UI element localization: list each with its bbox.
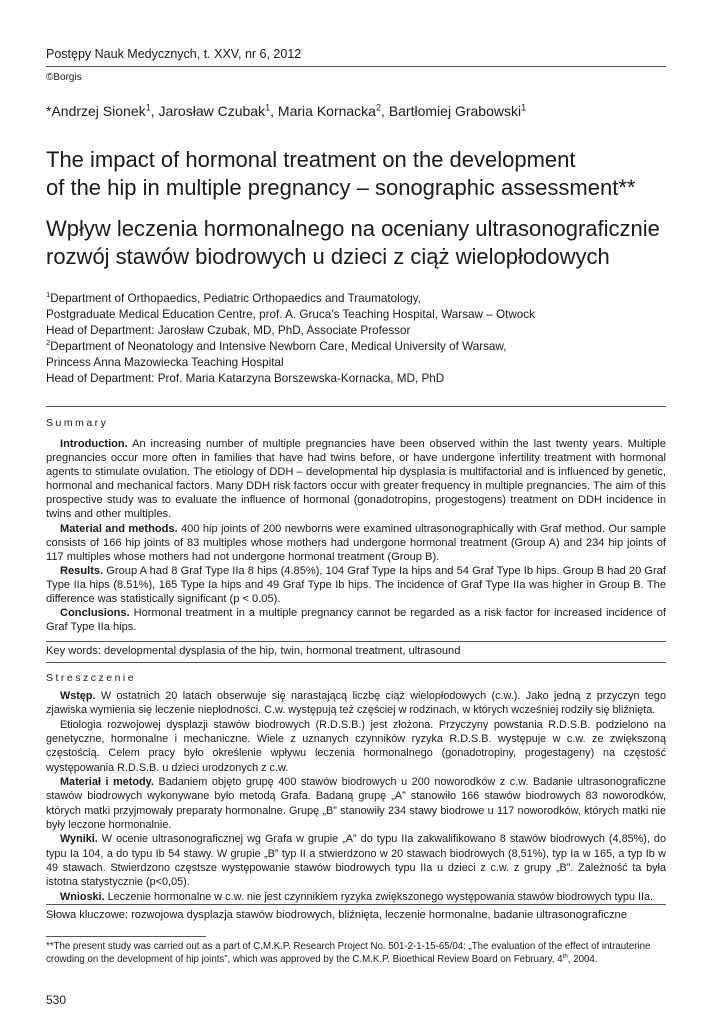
title-line: rozwój stawów biodrowych u dzieci z ciąż wielopłodowych [46,244,610,269]
author-name: Bartłomiej Grabowski [388,103,522,119]
affiliations [46,291,666,387]
keywords-pl-rule [46,904,666,905]
summary-results: Results. Group A had 8 Graf Type IIa 8 hips (4.85%), 104 Graf Type Ia hips and 54 Graf Type Ib hips. Group B had 20 Graf Type IIa hips (8.51%), 165 Type Ia hips and 49 Graf Type Ib hips. The incidence of Graf Type IIa was higher in Group B. The difference was statistically significant (p < 0.05). [46,564,666,606]
summary-introduction: Introduction. An increasing number of multiple pregnancies have been observed within the last twenty years. Multiple pregnancies occur more often in families that have had twins before, or have undergone infertility treatment with hormonal agents to stimulate ovulation. The etiology of DDH – developmental hip dysplasia is multifactorial and is influenced by genetic, hormonal and mechanical factors. Many DDH risk factors occur with greater frequency in multiple pregnancies. The aim of this prospective study was to evaluate the influence of hormonal (gonadotropins, progestogens) treatment on DDH incidence in twins and other multiples. [46,438,666,521]
streszczenie-body [46,689,666,904]
affiliation-1: $^1$Department of Orthopaedics, Pediatric Orthopaedics and Traumatology, [46,290,421,305]
title-polish [46,215,686,271]
affiliation-2-hospital: Princess Anna Mazowiecka Teaching Hospital [46,356,284,369]
keywords-polish: Słowa kluczowe: rozwojowa dysplazja stawów biodrowych, bliźnięta, leczenie hormonalne, badanie ultrasonograficzne [46,909,627,921]
journal-header: Postępy Nauk Medycznych, t. XXV, nr 6, 2012 [46,47,302,61]
streszczenie-etiologia: Etiologia rozwojowej dysplazji stawów biodrowych (R.D.S.B.) jest złożona. Przyczyny powstania R.D.S.B. podzielono na genetyczne, hormonalne i mechaniczne. Wiele z uznanych czynników ryzyka R.D.S.B. występuje w c.w. ze zwiększoną częstością. Celem pracy było określenie wpływu leczenia hormonalnego (gonadotropiny, progestageny) na częstość występowania R.D.S.B. u dzieci urodzonych z c.w. [46,718,666,774]
title-english [46,146,686,202]
title-line: Wpływ leczenia hormonalnego na oceniany ultrasonograficznie [46,216,660,241]
summary-conclusions: Conclusions. Hormonal treatment in a multiple pregnancy cannot be regarded as a risk factor for increased incidence of Graf Type IIa hips. [46,607,666,634]
affiliation-1-head: Head of Department: Jarosław Czubak, MD, PhD, Associate Professor [46,324,411,337]
header-rule [46,66,666,67]
streszczenie-wstep: Wstęp. W ostatnich 20 latach obserwuje się narastającą liczbę ciąż wielopłodowych (c.w.). Jako jedną z przyczyn tego zjawiska wymienia się leczenie niepłodności. C.w. występują też częściej w rodzinach, w których wcześniej rodziły się bliźnięta. [46,690,666,717]
summary-body [46,437,666,634]
summary-heading: Summary [46,417,109,429]
keywords-rule [46,641,666,642]
footnote-rule [46,936,206,937]
summary-methods: Material and methods. 400 hip joints of 200 newborns were examined ultrasonographically with Graf method. Our sample consists of 166 hip joints of 83 multiples whose mothers had undergone hormonal treatment (Group A) and 234 hip joints of 117 multiples whose mothers had not undergone hormonal treatment (Group B). [46,522,667,563]
keywords-rule-bottom [46,662,666,663]
author-affiliation: 1 [145,102,151,113]
summary-rule [46,406,666,407]
keywords-english: Key words: developmental dysplasia of the hip, twin, hormonal treatment, ultrasound [46,645,461,657]
affiliation-2: $^2$Department of Neonatology and Intensive Newborn Care, Medical University of Warsaw, [46,338,507,353]
author-name: *Andrzej Sionek [46,103,146,119]
author-list: *Andrzej Sionek$^1$, Jarosław Czubak$^1$, Maria Kornacka$^2$, Bartłomiej Grabowski$^1$ [46,102,527,119]
author-affiliation: 1 [521,102,527,113]
streszczenie-wyniki: Wyniki. W ocenie ultrasonograficznej wg Grafa w grupie „A” do typu IIa zakwalifikowano 8 stawów biodrowych (4,85%), do typu Ia 104, a do typu Ib 54 stawy. W grupie „B” typ II a stwierdzono w 20 stawach biodrowych (8,51%), typ Ia w 165, a typ Ib w 49 stawach. Stwierdzono częstsze występowanie stawów biodrowych typu IIa u dzieci z c.w. z grupy „B”. Zależność ta była istotna statystycznie (p<0,05). [46,833,666,889]
page-number: 530 [46,993,67,1007]
streszczenie-heading: Streszczenie [46,672,137,684]
streszczenie-wnioski: Wnioski. Leczenie hormonalne w c.w. nie jest czynnikiem ryzyka zwiększonego występowania stawów biodrowych typu IIa. [60,890,654,903]
footnote: **The present study was carried out as a part of C.M.K.P. Research Project No. 501-2-1-15-65/04: „The evaluation of the effect of intrauterine crowding on the development of hip joints”, which was approved by the C.M.K.P. Bioethical Review Board on February, 4th, 2004. [46,941,651,965]
publisher-mark: ©Borgis [46,72,82,83]
author-name: Maria Kornacka [277,103,376,119]
author-name: Jarosław Czubak [158,103,266,119]
author-affiliation: 1 [265,102,271,113]
streszczenie-material: Materiał i metody. Badaniem objęto grupę 400 stawów biodrowych u 200 noworodków z c.w. Badanie ultrasonograficzne stawów biodrowych wykonywane było metodą Grafa. Badaną grupę „A” stanowiło 166 stawów biodrowych 83 noworodków, których matki przyjmowały preparaty hormonalne. Grupę „B” stanowiły 234 stawy biodrowe u 117 noworodków, których matki nie były leczone hormonalnie. [46,776,666,832]
title-line: The impact of hormonal treatment on the development [46,147,576,172]
title-line: of the hip in multiple pregnancy – sonographic assessment** [46,175,636,200]
author-affiliation: 2 [375,102,382,113]
affiliation-2-head: Head of Department: Prof. Maria Katarzyna Borszewska-Kornacka, MD, PhD [46,372,445,385]
affiliation-1-hospital: Postgraduate Medical Education Centre, prof. A. Gruca’s Teaching Hospital, Warsaw – Otwock [46,308,535,321]
